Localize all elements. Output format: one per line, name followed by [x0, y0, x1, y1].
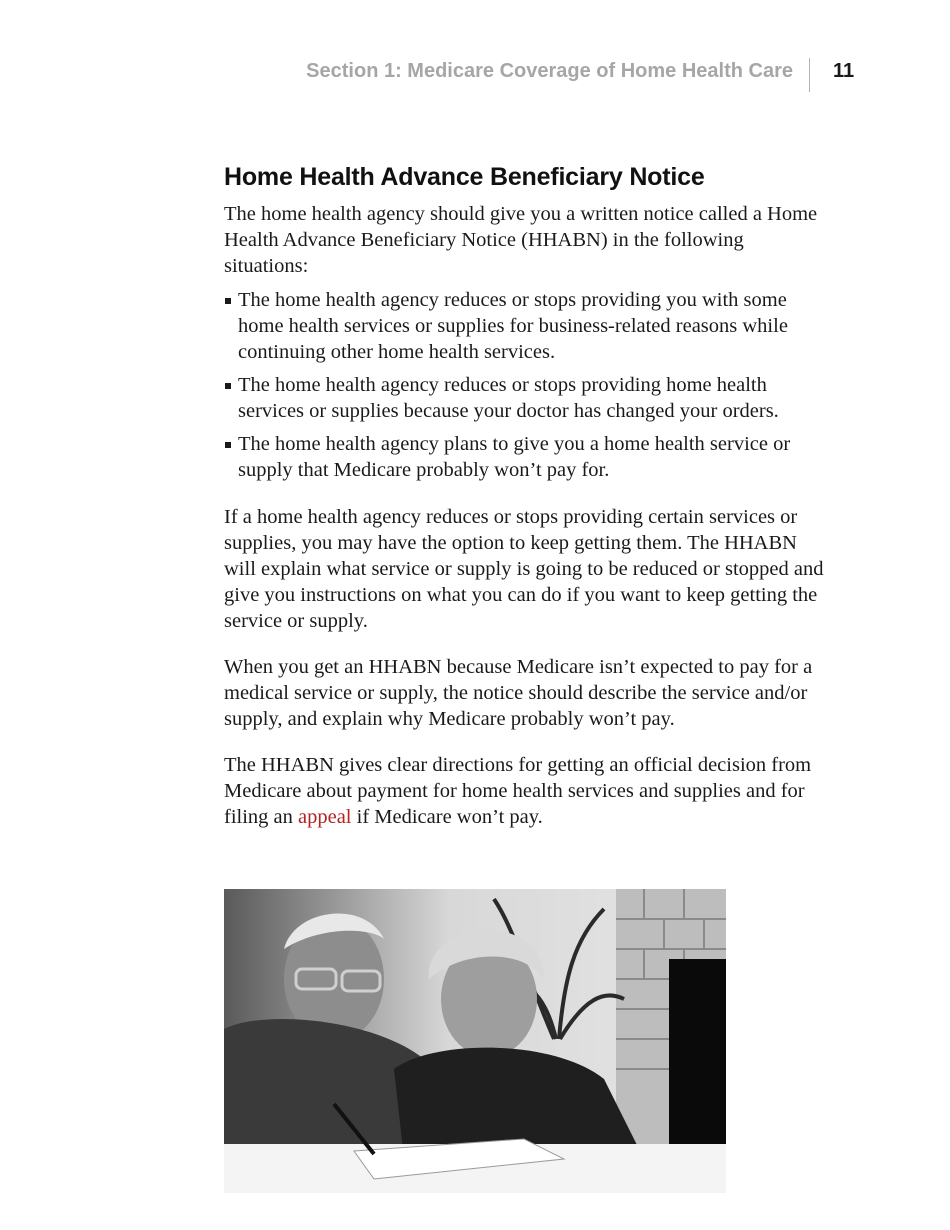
page-content — [224, 163, 824, 850]
photo-illustration — [224, 889, 726, 1193]
body-paragraph: If a home health agency reduces or stops providing certain services or supplies, you may have the option to keep getting them. The HHABN will explain what service or supply is going to be reduced or stopped and give you instructions on what you can do if you want to keep getting the service or supply. — [224, 506, 824, 632]
running-header — [0, 58, 950, 92]
fireplace — [616, 889, 726, 1159]
page-title: Home Health Advance Beneficiary Notice — [224, 163, 705, 191]
situations-list — [224, 287, 824, 483]
bullet-icon — [225, 298, 231, 304]
list-item-text: The home health agency reduces or stops providing home health services or supplies because your doctor has changed your orders. — [238, 374, 779, 422]
bullet-icon — [225, 442, 231, 448]
appeal-link[interactable]: appeal — [298, 806, 352, 828]
body-paragraph — [224, 752, 824, 830]
page-number: 11 — [833, 60, 855, 82]
paragraph-text: The HHABN gives clear directions for getting an official decision from Medicare about payment for home health services and supplies and for filing an — [224, 754, 812, 828]
paragraph-text: if Medicare won’t pay. — [351, 806, 543, 828]
list-item — [224, 287, 824, 365]
bullet-icon — [225, 383, 231, 389]
section-title: Section 1: Medicare Coverage of Home Health Care — [306, 60, 793, 82]
couple-photo — [224, 889, 726, 1193]
body-paragraph: When you get an HHABN because Medicare isn’t expected to pay for a medical service or supply, the notice should describe the service and/or supply, and explain why Medicare probably won’t pay. — [224, 656, 813, 730]
header-divider — [809, 58, 810, 92]
list-item-text: The home health agency plans to give you a home health service or supply that Medicare probably won’t pay for. — [238, 433, 791, 481]
list-item-text: The home health agency reduces or stops providing you with some home health services or supplies for business-related reasons while continuing other home health services. — [238, 289, 788, 363]
list-item — [224, 372, 824, 424]
intro-paragraph: The home health agency should give you a written notice called a Home Health Advance Beneficiary Notice (HHABN) in the following situations: — [224, 203, 818, 277]
list-item — [224, 431, 824, 483]
